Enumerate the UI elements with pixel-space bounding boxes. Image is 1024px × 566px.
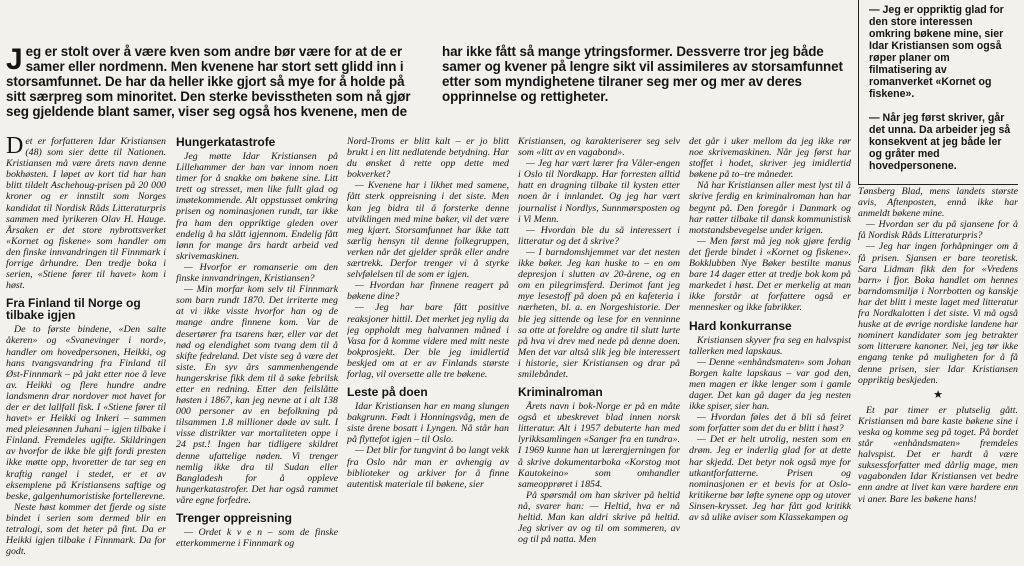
- article-column-5: [689, 136, 851, 564]
- sidebox-quote-2: — Når jeg først skriver, går det unna. Da arbeider jeg så konsekvent at jeg både ler og gråter med hovedpersonene.: [869, 112, 1011, 172]
- paragraph: Tønsberg Blad, mens landets største avis, Aftenposten, ennå ikke har anmeldt bøkene mine.: [858, 186, 1018, 220]
- paragraph: — Hvordan føles det å bli så feiret som forfatter som det du er blitt i høst?: [689, 412, 851, 435]
- paragraph: Idar Kristiansen har en mang slungen bakgrunn. Født i Honningsvåg, men de siste årene bosatt i Lyngen. Nå står han på flyttefot igjen – til Oslo.: [347, 401, 509, 446]
- paragraph: — Kvenene har i likhet med samene, fått sterk oppreisning i det siste. Men kan jeg bidra til å forsterke denne utviklingen med mine bøker, vil det være meg kjært. Storsamfunnet har ikke tatt særlig hensyn til denne folkegruppen, verken når det gjelder språk eller andre særtrekk. Derfor trenger vi å styrke selvfølelsen til de som er igjen.: [347, 180, 509, 281]
- paragraph: På spørsmål om han skriver på heltid nå, svarer han: — Heltid, hva er nå heltid. Man kan aldri skrive på heltid. Jeg skriver av og til om sommeren, av og til på natta. Men: [518, 489, 680, 546]
- subheading: Fra Finland til Norge og tilbake igjen: [6, 296, 141, 323]
- quote-sidebox: [858, 0, 1018, 185]
- paragraph: — Denne «enhåndsmaten» som Johan Borgen kalte lapskaus – var god den, men magen er ikke lenger som i gamle dager. Det kan gå dager da jeg nesten ikke spiser, sier han.: [689, 356, 851, 413]
- paragraph: — Jeg har ingen forhåpninger om å få prisen. Sjansen er bare teoretisk. Sara Lidman fikk den for «Vredens barn» i fjor. Boka handlet om hennes barndomsmiljø i Norrbotten og kanskje har det blitt i meste laget med litteratur fra Nordkalotten i det siste. Vi må også huske at de øvrige nordiske landene har nominert kandidater som jeg betrakter som litterære kanoner. Nei, jeg tør ikke engang tenke på muligheten for å få denne prisen, sier Idar Kristiansen oppriktig beskjeden.: [858, 241, 1018, 386]
- paragraph: Jeg møtte Idar Kristiansen på Lillehammer der han var innom noen timer for å snakke om bøkene sine. Litt trett og stresset, men like fullt glad og imøtekommende. Alt oppstusset omkring prisen og nominasjonen rundt, tar ikke fra ham den oppriktige gleden over endelig å ha slått igjennom. Endelig fått lønn for mange års hardt arbeid ved skrivemaskinen.: [176, 151, 338, 262]
- paragraph: et er forfatteren Idar Kristiansen (48) som sier dette til Nationen. Kristiansen må være årets navn denne bokhøsten. I løpet av kort tid har han blitt tildelt Aschehoug-prisen på 20 000 kroner og er innstilt som Norges kandidat til Nordisk Råds Litteraturpris sammen med lyrikeren Olav H. Hauge. Årsaken er det store nybrottsverket «Kornet og fiskene» som handler om den finske innvandringen til Finnmark i forrige århundre. Den tredje boka i serien, «Stiene fører til havet» kom i høst.: [6, 136, 166, 292]
- subheading: Kriminalroman: [518, 385, 603, 400]
- paragraph: — Jeg har bare fått positive reaksjoner hittil. Det merket jeg nylig da jeg oppholdt meg halvannen måned i Vasa for å komme videre med mitt neste bokprosjekt. Der ble jeg imidlertid beskjed om at er av Finlands største forlag, vil oversette alle tre bøkene.: [347, 302, 509, 380]
- paragraph: — Hvordan har finnene reagert på bøkene dine?: [347, 280, 509, 303]
- star-separator-icon: ★: [933, 388, 943, 401]
- paragraph: — Jeg har vært lærer fra Våler-engen i Oslo til Nordkapp. Har forresten alltid hatt en dragning tilbake til kysten etter noen år i innlandet. Og jeg har vært journalist i Nordlys, Sunnmørsposten og i Vi Menn.: [518, 158, 680, 225]
- paragraph: — Det blir for tungvint å bo langt vekk fra Oslo når man er avhengig av biblioteker og arkiver for å finne autentisk materiale til bøkene, sier: [347, 445, 509, 490]
- lead-dropcap: J: [6, 43, 23, 76]
- subheading: Trenger oppreisning: [176, 511, 293, 525]
- paragraph: — Hvorfor er romanserie om den finske innvandringen, Kristiansen?: [176, 261, 338, 285]
- paragraph: — Min morfar kom selv til Finnmark som barn rundt 1870. Det irriterte meg at vi ikke visste hvorfor han og de mange andre finnene kom. Var de desertører fra tsarens hær, eller var det nød og elendighet som tvang dem til å skifte fedreland. Det viste seg å være det siste. En syv års sammenhengende hungerskrise fikk dem til å søke febrilsk etter en redning. Etter den feilslåtte høsten i 1867, kan jeg nevne at i alt 138 000 personer av en befolkning på tilsammen 1.8 millioner døde av sult. I visse distrikter var mortaliteten oppe i 24 pst.! Ingen har tidligere skildret denne ufattelige nøden. Vi trenger nemlig ikke dra til Sudan eller Bangladesh for å oppleve hungerkatastrofer. Det har også rammet våre egne forfedre.: [176, 284, 338, 506]
- article-column-1: [6, 136, 166, 564]
- paragraph: Neste høst kommer det fjerde og siste bindet i serien som dermed blir en tetralogi, som det heter på fint. Da er Heikki igjen tilbake i Finnmark. Da for godt.: [6, 501, 166, 558]
- column-dropcap: D: [6, 136, 24, 159]
- paragraph: Årets navn i bok-Norge er på en måte også et ubeskrevet blad innen norsk litteratur. Alt i 1957 debuterte han med lyrikksamlingen «Sanger fra en tundra». I 1969 kunne han ut lærergjerningen for å skrive dokumentarboka «Korstog mot Kautokeino» som omhandler sameopprøret i 1854.: [518, 401, 680, 490]
- article-column-3: [347, 136, 509, 564]
- subheading: Hard konkurranse: [689, 318, 792, 333]
- article-column-4: [518, 136, 680, 564]
- paragraph: — Det er helt utrolig, nesten som en drøm. Jeg er inderlig glad for at dette har skjedd. Det betyr nok også mye for utkantforfatterne. Prisen og nominasjonen er et bevis for at Oslo-kritikerne bør løfte synene opp og utover Sinsen-krysset. Jeg har fått god kritikk av så ulike aviser som Klassekampen og: [689, 434, 851, 523]
- paragraph: — Men først må jeg nok gjøre ferdig det fjerde bindet i «Kornet og fiskene». Bokklubben Nye Bøker bestilte manus bare 14 dager etter at tredje bok kom på markedet i høst. Det er merkelig at man ikke forstår at forfattere også er mennesker og ikke fabrikker.: [689, 235, 851, 314]
- subheading: Hungerkatastrofe: [176, 136, 276, 149]
- paragraph: Nord-Troms er blitt kalt – er jo blitt brukt i en litt nedlatende betydning. Har du ønsket å rette opp dette med bokverket?: [347, 136, 509, 181]
- lead-text: eg er stolt over å være kven som andre bør være for at de er samer eller nordmenn. Men kvenene har stort sett glidd inn i storsamfunnet. De har da heller ikke gjort så mye for å holde på sitt særpreg som minoritet. Den sterke bevisstheten som nå gjør seg gjeldende blant samer, viser seg også hos kvenene, men de har ikke fått så mange ytringsformer. Dessverre tror jeg både samer og kvener på lengre sikt vil assimileres av storsamfunnet etter som myndighetene tilraner seg mer og mer av deres opprinnelse og rettigheter.: [6, 44, 843, 119]
- paragraph: Kristiansen, og karakteriserer seg selv som «litt av en vagabond».: [518, 136, 680, 159]
- paragraph: — Ordet k v e n – som de finske etterkommerne i Finnmark og: [176, 527, 338, 550]
- paragraph: Nå har Kristiansen aller mest lyst til å skrive ferdig en kriminalroman han har begynt på. Den foregår i Danmark og har røtter tilbake til dansk kommunistisk motstandsbevegelse under krigen.: [689, 180, 851, 236]
- lead-paragraph: [6, 44, 856, 119]
- paragraph: Kristiansen skyver fra seg en halvspist tallerken med lapskaus.: [689, 334, 851, 357]
- sidebox-quote-1: — Jeg er oppriktig glad for den store interessen omkring bøkene mine, sier Idar Kristiansen som også røper planer om filmatisering av romanverket «Kornet og fiskene».: [869, 4, 1004, 100]
- paragraph: Et par timer er plutselig gått. Kristiansen må bare kaste bøkene sine i veska og komme seg på toget. På bordet står «enhåndsmaten» fremdeles halvspist. Det er hardt å være suksessforfatter med dårlig mage, men vagabonden Idar Kristiansen vet bedre enn andre at livet kan være hardere enn vi aner. Bare les bøkene hans!: [858, 404, 1018, 505]
- article-column-6: [858, 186, 1018, 566]
- paragraph: — I barndomshjemmet var det nesten ikke bøker. Jeg kan huske to – en om depresjon i slutten av 20-årene, og en om en pilegrimsferd. Derimot fant jeg mye lesestoff på doen på en kafeteria i nærheten, bl. a. en Norgeshistorie. Der ble jeg sittende og lese for en venninne sa otte at foreldre og andre til slutt lurte på hva vi drev med nede på denne doen. Men det var altså slik jeg ble interessert i historie, sier Kristiansen og drar på smilebåndet.: [518, 246, 680, 380]
- subheading: Leste på doen: [347, 385, 428, 400]
- article-column-2: [176, 136, 338, 564]
- paragraph: — Hvordan ser du på sjansene for å få Nordisk Råds Litteraturpris?: [858, 219, 1018, 242]
- paragraph: De to første bindene, «Den salte åkeren» og «Svanevinger i nord», handler om hovedpersonen, Heikki, og hans tvangsvandring fra Finland til Øst-Finnmark – på jakt etter noe å leve av. Heikki og flere hundre andre landsmenn drar nordover mot havet for der er det lallfall fisk. I «Stiene fører til havet» er Heikki og Inkeri – sammen med pleiesønnen Juhani – igjen tilbake i Finland. Fremdeles ugifte. Skildringen av hvorfor de ikke ble gift fordi presten ikke møtte opp, hvoretter de tar seg en kraftig rangel i stedet, er et av eksemplene på Kristiansens saftige og beske, galgenhumoristiske fortellerevne.: [6, 324, 166, 502]
- paragraph: — Hvordan ble du så interessert i litteratur og det å skrive?: [518, 224, 680, 247]
- paragraph: det går i uker mellom da jeg ikke rør noe skrivemaskinen. Når jeg først har stoffet i hodet, skriver jeg imidlertid bøkene på to–tre måneder.: [689, 136, 851, 181]
